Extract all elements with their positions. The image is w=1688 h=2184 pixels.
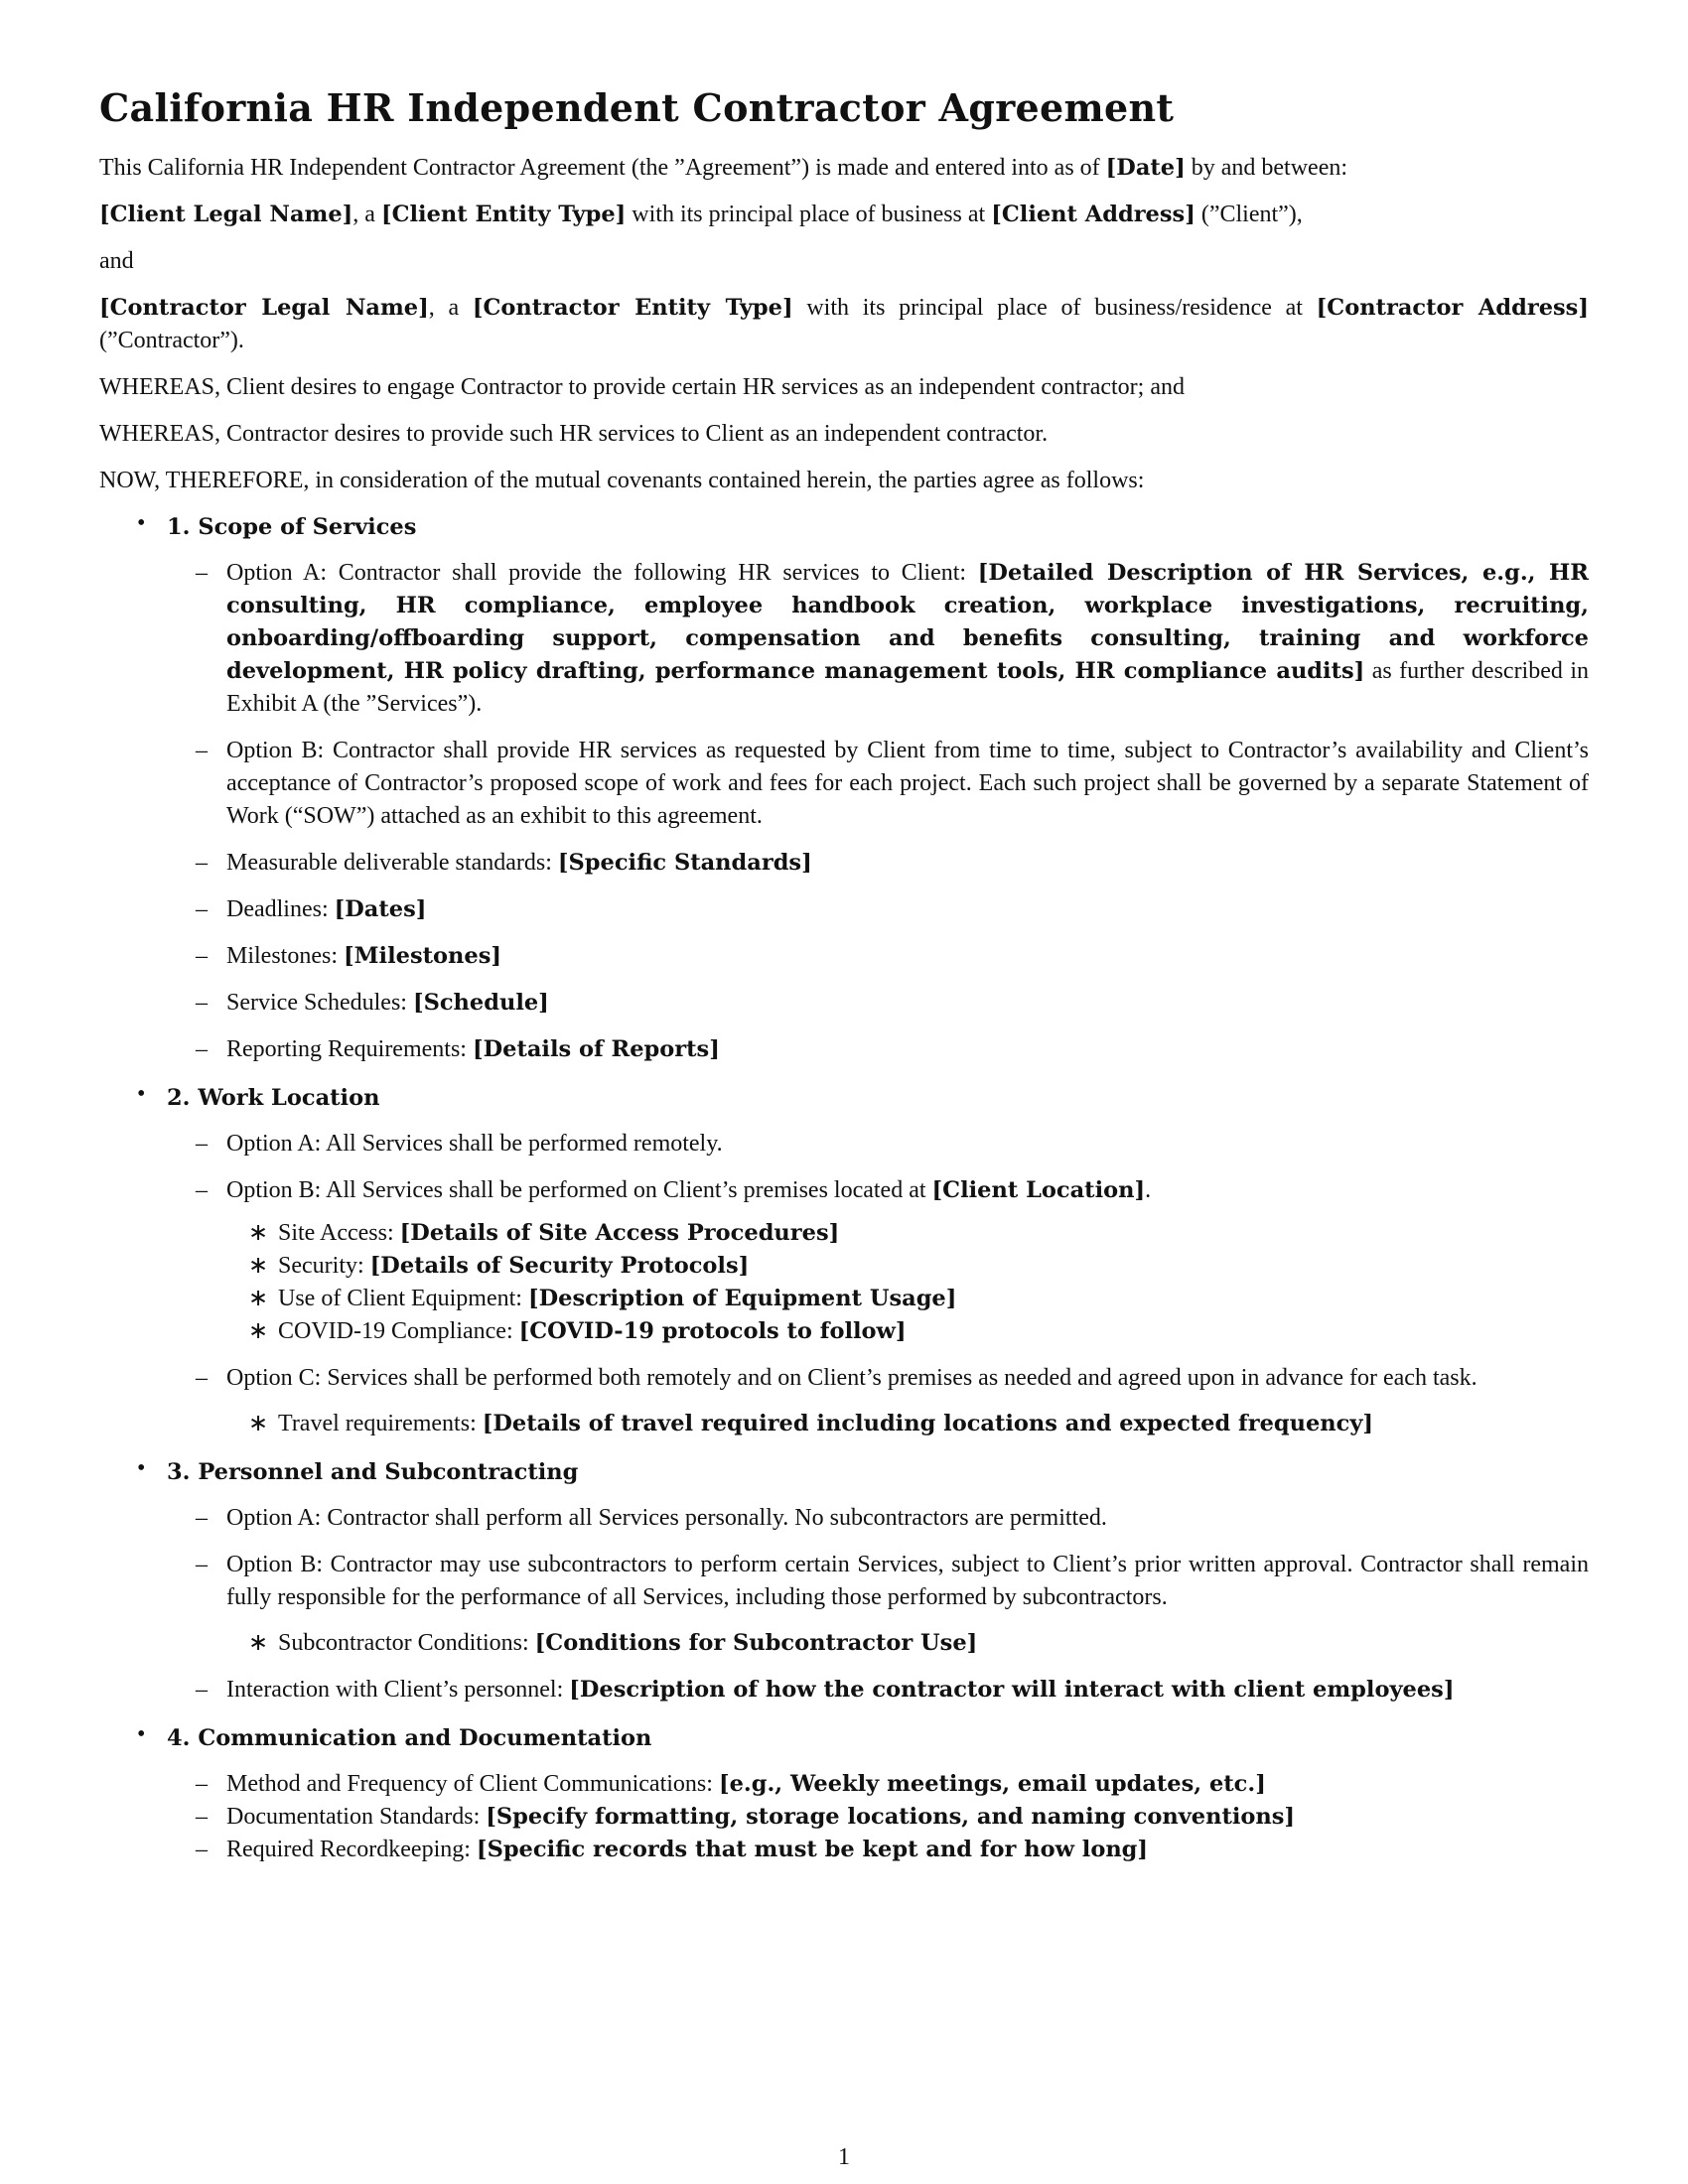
- contractor-entity-placeholder: [Contractor Entity Type]: [472, 295, 793, 321]
- recordkeeping-item: – Required Recordkeeping: [Specific records that must be kept and for how long]: [167, 1834, 1589, 1866]
- contractor-paragraph: [Contractor Legal Name], a [Contractor Entity Type] with its principal place of business/residence at [Contractor Address] (”Contractor”).: [99, 295, 1589, 353]
- equipment-item: ∗ Use of Client Equipment: [Description of Equipment Usage]: [226, 1283, 1589, 1315]
- contractor-name-placeholder: [Contractor Legal Name]: [99, 295, 429, 321]
- whereas-paragraph-2: WHEREAS, Contractor desires to provide such HR services to Client as an independent contractor.: [99, 421, 1049, 447]
- document-page: [99, 85, 1589, 1882]
- site-access-item: ∗ Site Access: [Details of Site Access Procedures]: [226, 1217, 1589, 1250]
- documentation-item: – Documentation Standards: [Specify formatting, storage locations, and naming conventions]: [167, 1801, 1589, 1834]
- client-paragraph: [Client Legal Name], a [Client Entity Type] with its principal place of business at [Client Address] (”Client”),: [99, 202, 1303, 227]
- subcontractor-conditions-item: ∗ Subcontractor Conditions: [Conditions for Subcontractor Use]: [226, 1627, 1589, 1660]
- contractor-address-placeholder: [Contractor Address]: [1316, 295, 1589, 321]
- option-a-item: – Option A: Contractor shall perform all Services personally. No subcontractors are permitted.: [167, 1502, 1589, 1535]
- intro-paragraph: This California HR Independent Contractor Agreement (the ”Agreement”) is made and entered into as of [Date] by and between:: [99, 155, 1348, 181]
- option-b-item: – Option B: Contractor shall provide HR services as requested by Client from time to time, subject to Contractor’s availability and Client’s acceptance of Contractor’s proposed scope of work and fees for each project. Each such project shall be governed by a separate Statement of Work (“SOW”) attached as an exhibit to this agreement.: [167, 735, 1589, 833]
- covid-item: ∗ COVID-19 Compliance: [COVID-19 protocols to follow]: [226, 1315, 1589, 1348]
- section-personnel-subcontracting: [99, 1456, 1589, 1706]
- now-therefore-paragraph: NOW, THEREFORE, in consideration of the mutual covenants contained herein, the parties agree as follows:: [99, 468, 1145, 493]
- option-b-item: – Option B: Contractor may use subcontractors to perform certain Services, subject to Client’s prior written approval. Contractor shall remain fully responsible for the performance of all Services, including those performed by subcontractors.: [167, 1549, 1589, 1614]
- client-name-placeholder: [Client Legal Name]: [99, 202, 353, 227]
- option-a-item: – Option A: Contractor shall provide the following HR services to Client: [Detailed Description of HR Services, e.g., HR consulting, HR compliance, employee handbook creation, workplace investigations, recruiting, onboarding/offboarding support, compensation and benefits consulting, training and workforce development, HR policy drafting, performance management tools, HR compliance audits] as further described in Exhibit A (the ”Services”).: [167, 557, 1589, 721]
- and-paragraph: and: [99, 248, 134, 274]
- schedules-item: – Service Schedules: [Schedule]: [167, 987, 1589, 1020]
- milestones-item: – Milestones: [Milestones]: [167, 940, 1589, 973]
- document-title: California HR Independent Contractor Agreement: [99, 85, 1175, 130]
- reporting-item: – Reporting Requirements: [Details of Reports]: [167, 1033, 1589, 1066]
- section-title: • 2. Work Location: [167, 1085, 380, 1111]
- standards-item: – Measurable deliverable standards: [Specific Standards]: [167, 847, 1589, 880]
- section-scope-of-services: [99, 511, 1589, 1066]
- section-title: • 1. Scope of Services: [167, 514, 417, 540]
- section-title: • 4. Communication and Documentation: [167, 1725, 652, 1751]
- security-item: ∗ Security: [Details of Security Protocols]: [226, 1250, 1589, 1283]
- option-b-subitems: [226, 1627, 1589, 1660]
- travel-item: ∗ Travel requirements: [Details of travel required including locations and expected frequency]: [226, 1408, 1589, 1440]
- option-c-item: – Option C: Services shall be performed both remotely and on Client’s premises as needed and agreed upon in advance for each task.: [167, 1362, 1589, 1395]
- client-entity-placeholder: [Client Entity Type]: [380, 202, 627, 227]
- section-work-location: [99, 1082, 1589, 1440]
- interaction-item: – Interaction with Client’s personnel: [Description of how the contractor will interact with client employees]: [167, 1674, 1589, 1706]
- section-communication-documentation: [99, 1722, 1589, 1866]
- option-b-item: – Option B: All Services shall be performed on Client’s premises located at [Client Location].: [167, 1174, 1589, 1207]
- option-c-subitems: [226, 1408, 1589, 1440]
- whereas-paragraph-1: WHEREAS, Client desires to engage Contractor to provide certain HR services as an independent contractor; and: [99, 374, 1185, 400]
- client-address-placeholder: [Client Address]: [991, 202, 1196, 227]
- deadlines-item: – Deadlines: [Dates]: [167, 893, 1589, 926]
- page-number: 1: [838, 2144, 850, 2170]
- date-placeholder: [Date]: [1105, 155, 1186, 181]
- option-b-subitems: [226, 1217, 1589, 1348]
- section-title: • 3. Personnel and Subcontracting: [167, 1459, 579, 1485]
- option-a-item: – Option A: All Services shall be performed remotely.: [167, 1128, 1589, 1160]
- communications-item: – Method and Frequency of Client Communications: [e.g., Weekly meetings, email updates, etc.]: [167, 1768, 1589, 1801]
